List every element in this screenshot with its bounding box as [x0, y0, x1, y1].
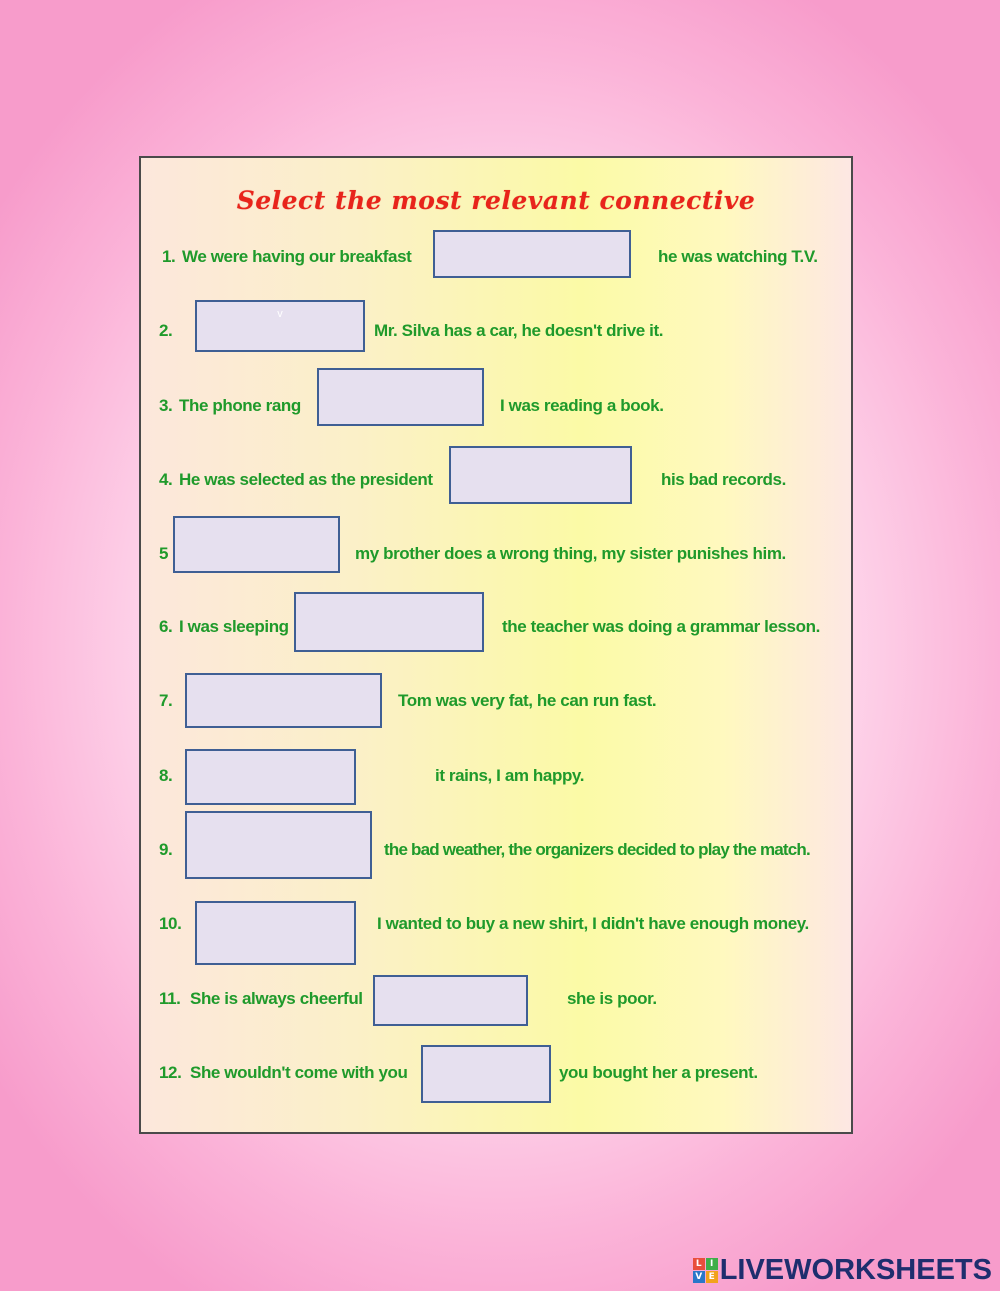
row-5-number: 5	[159, 544, 169, 563]
answer-box-1[interactable]	[433, 230, 631, 278]
row-6-text-after: the teacher was doing a grammar lesson.	[502, 617, 820, 636]
liveworksheets-wordmark: LIVEWORKSHEETS	[719, 1253, 992, 1286]
answer-box-3[interactable]	[317, 368, 484, 426]
liveworksheets-logo[interactable]	[693, 1253, 992, 1287]
row-9-text-after: the bad weather, the organizers decided to play the match.	[384, 840, 810, 859]
row-7-text-after: Tom was very fat, he can run fast.	[398, 691, 657, 710]
row-6-number: 6.	[159, 617, 173, 636]
answer-box-7[interactable]	[185, 673, 382, 728]
row-1-number: 1.	[162, 247, 176, 266]
dropdown-caret-icon: v	[277, 308, 283, 320]
mark-letter: L	[693, 1258, 705, 1270]
liveworksheets-mark-icon	[693, 1258, 718, 1283]
mark-letter: E	[706, 1271, 718, 1283]
answer-box-6[interactable]	[294, 592, 484, 652]
answer-box-12[interactable]	[421, 1045, 551, 1103]
answer-box-9[interactable]	[185, 811, 372, 879]
row-2-text-after: Mr. Silva has a car, he doesn't drive it.	[374, 321, 664, 340]
mark-letter: I	[706, 1258, 718, 1270]
row-4-text-before: He was selected as the president	[179, 470, 433, 489]
row-3-number: 3.	[159, 396, 173, 415]
answer-box-5[interactable]	[173, 516, 340, 573]
answer-box-2[interactable]	[195, 300, 365, 352]
row-1-text-after: he was watching T.V.	[658, 247, 818, 266]
row-4-number: 4.	[159, 470, 173, 489]
row-10-text-after: I wanted to buy a new shirt, I didn't have enough money.	[377, 914, 809, 933]
row-2-number: 2.	[159, 321, 173, 340]
row-4-text-after: his bad records.	[661, 470, 786, 489]
mark-letter: V	[693, 1271, 705, 1283]
row-12-number: 12.	[159, 1063, 182, 1082]
answer-box-8[interactable]	[185, 749, 356, 805]
row-12-text-after: you bought her a present.	[559, 1063, 758, 1082]
row-8-number: 8.	[159, 766, 173, 785]
row-11-text-before: She is always cheerful	[190, 989, 363, 1008]
row-11-number: 11.	[159, 989, 181, 1008]
row-6-text-before: I was sleeping	[179, 617, 289, 636]
row-9-number: 9.	[159, 840, 173, 859]
answer-box-4[interactable]	[449, 446, 632, 504]
worksheet-card	[139, 156, 853, 1134]
row-3-text-after: I was reading a book.	[500, 396, 664, 415]
row-8-text-after: it rains, I am happy.	[435, 766, 585, 785]
answer-box-10[interactable]	[195, 901, 356, 965]
row-11-text-after: she is poor.	[567, 989, 657, 1008]
worksheet-title: Select the most relevant connective	[236, 186, 756, 215]
row-3-text-before: The phone rang	[179, 396, 301, 415]
row-10-number: 10.	[159, 914, 182, 933]
row-1-text-before: We were having our breakfast	[182, 247, 412, 266]
row-7-number: 7.	[159, 691, 173, 710]
row-12-text-before: She wouldn't come with you	[190, 1063, 408, 1082]
row-5-text-after: my brother does a wrong thing, my sister punishes him.	[355, 544, 786, 563]
answer-box-11[interactable]	[373, 975, 528, 1026]
